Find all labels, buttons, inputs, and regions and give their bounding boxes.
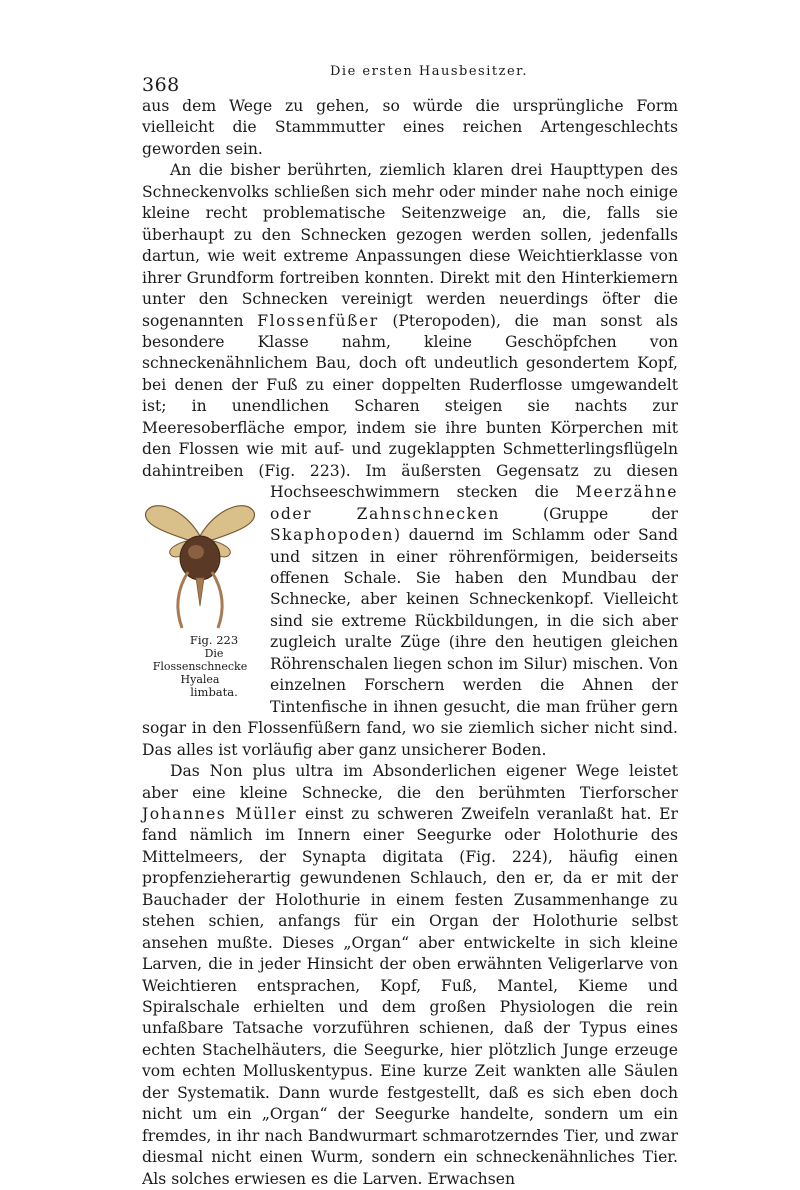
paragraph-3-part-b: einst zu schweren Zweifeln veranlaßt hat. Er fand nämlich im Innern einer Seegurke oder Holothurie des Mittelmeers, der Synapta digitata (Fig. 224), häufig einen propfenzieherartig gewundenen Schlauch, den er, da er mit der Bauchader der Holothurie in einem festen Zusammenhange zu stehen schien, anfangs für ein Organ der Holothurie selbst ansehen mußte. Dieses „Organ“ aber entwickelte in sich kleine Larven, die in jeder Hinsicht der oben erwähnten Veligerlarve von Weichtieren entsprachen, Kopf, Fuß, Mantel, Kieme und Spiralschale erhielten und dem großen Physiologen die rein unfaßbare Tatsache vorzuführen schienen, daß der Typus eines echten Stachelhäuters, die Seegurke, hier plötzlich Junge erzeuge vom echten Molluskentypus. Eine kurze Zeit wankten alle Säulen der Systematik. Dann wurde festgestellt, daß es sich eben doch nicht um ein „Organ“ der Seegurke handelte, sondern um ein fremdes, in ihr nach Bandwurmart schmarotzerndes Tier, und zwar diesmal nicht einen Wurm, sondern ein schneckenähnliches Tier. Als solches erwiesen es die Larven. Erwachsen bbox=[142, 804, 678, 1188]
right-shell-spine bbox=[212, 572, 222, 628]
person-name: Johannes Müller bbox=[142, 804, 298, 823]
paragraph-2-part-d: ) dauernd im Schlamm oder Sand und sitzen in einer röhrenförmigen, beiderseits offenen Schale. Sie haben den Mundbau der Schnecke, aber keinen Schneckenkopf. Vielleicht sind sie extreme Rückbildungen, in die sich aber zugleich uralte Züge (ihre den heutigen gleichen Röhrenschalen liegen schon im Silur) mischen. Von einzelnen Forschern werden die Ahnen der Tintenfische in ihnen gesucht, die man früher gern sogar in den Flossenfüßern fand, wo sie ziemlich sicher nicht sind. Das alles ist vorläufig aber ganz unsicherer Boden. bbox=[142, 526, 678, 759]
figure-caption bbox=[142, 634, 258, 699]
paragraph-2 bbox=[142, 160, 678, 761]
shell-point bbox=[196, 578, 204, 606]
paragraph-2-part-c: (Gruppe der bbox=[543, 504, 678, 523]
term-flossenfuesser: Flossenfüßer bbox=[257, 311, 379, 330]
figure-223 bbox=[142, 488, 258, 700]
paragraph-2-part-b: (Pteropoden), die man sonst als besondere Klasse nahm, kleine Geschöpfchen von schneckenähnlichem Bau, doch oft undeutlich gesondertem Kopf, bei denen der Fuß zu einer doppelten Ruderflosse umgewandelt ist; in unendlichen Scharen steigen sie nachts zur Meeresoberfläche empor, indem sie ihre bunten Körperchen mit den Flossen wie mit auf- und zugeklappten Schmetterlingsflügeln dahintreiben (Fig. 223). Im äußersten Gegensatz zu diesen Hochseeschwimmern stecken die bbox=[142, 311, 678, 502]
left-wing bbox=[146, 506, 200, 540]
paragraph-3 bbox=[142, 761, 678, 1190]
paragraph-2-part-a: An die bisher berührten, ziemlich klaren drei Haupttypen des Schneckenvolks schließen sich mehr oder minder nahe noch einige kleine recht problematische Seitenzweige an, die, falls sie überhaupt zu den Schnecken gezogen werden sollen, jedenfalls dartun, wie weit extreme Anpassungen diese Weichtierklasse von ihrer Grundform fortreiben konnten. Direkt mit den Hinterkiemern unter den Schnecken vereinigt werden neuerdings öfter die sogenannten bbox=[142, 161, 678, 330]
body-text bbox=[142, 96, 678, 1190]
figure-caption-line-1: Die Flossenschnecke Hyalea bbox=[152, 647, 248, 687]
term-meerzaehne: Meerzähne oder Zahnschnecken bbox=[270, 483, 678, 523]
running-head: Die ersten Hausbesitzer. bbox=[330, 64, 529, 79]
hyalea-illustration bbox=[144, 488, 256, 630]
right-wing bbox=[200, 506, 254, 540]
body-highlight bbox=[188, 545, 204, 559]
page-number: 368 bbox=[142, 74, 180, 96]
left-shell-spine bbox=[178, 572, 188, 628]
term-skaphopoden: Skaphopoden bbox=[270, 526, 394, 545]
paragraph-3-part-a: Das Non plus ultra im Absonderlichen eigener Wege leistet aber eine kleine Schnecke, die den berühmten Tierforscher bbox=[142, 762, 678, 802]
figure-caption-line-2: limbata. bbox=[190, 685, 238, 700]
figure-label: Fig. 223 bbox=[189, 633, 239, 648]
paragraph-1: aus dem Wege zu gehen, so würde die ursprüngliche Form vielleicht die Stammmutter eines reichen Artengeschlechts geworden sein. bbox=[142, 97, 678, 158]
